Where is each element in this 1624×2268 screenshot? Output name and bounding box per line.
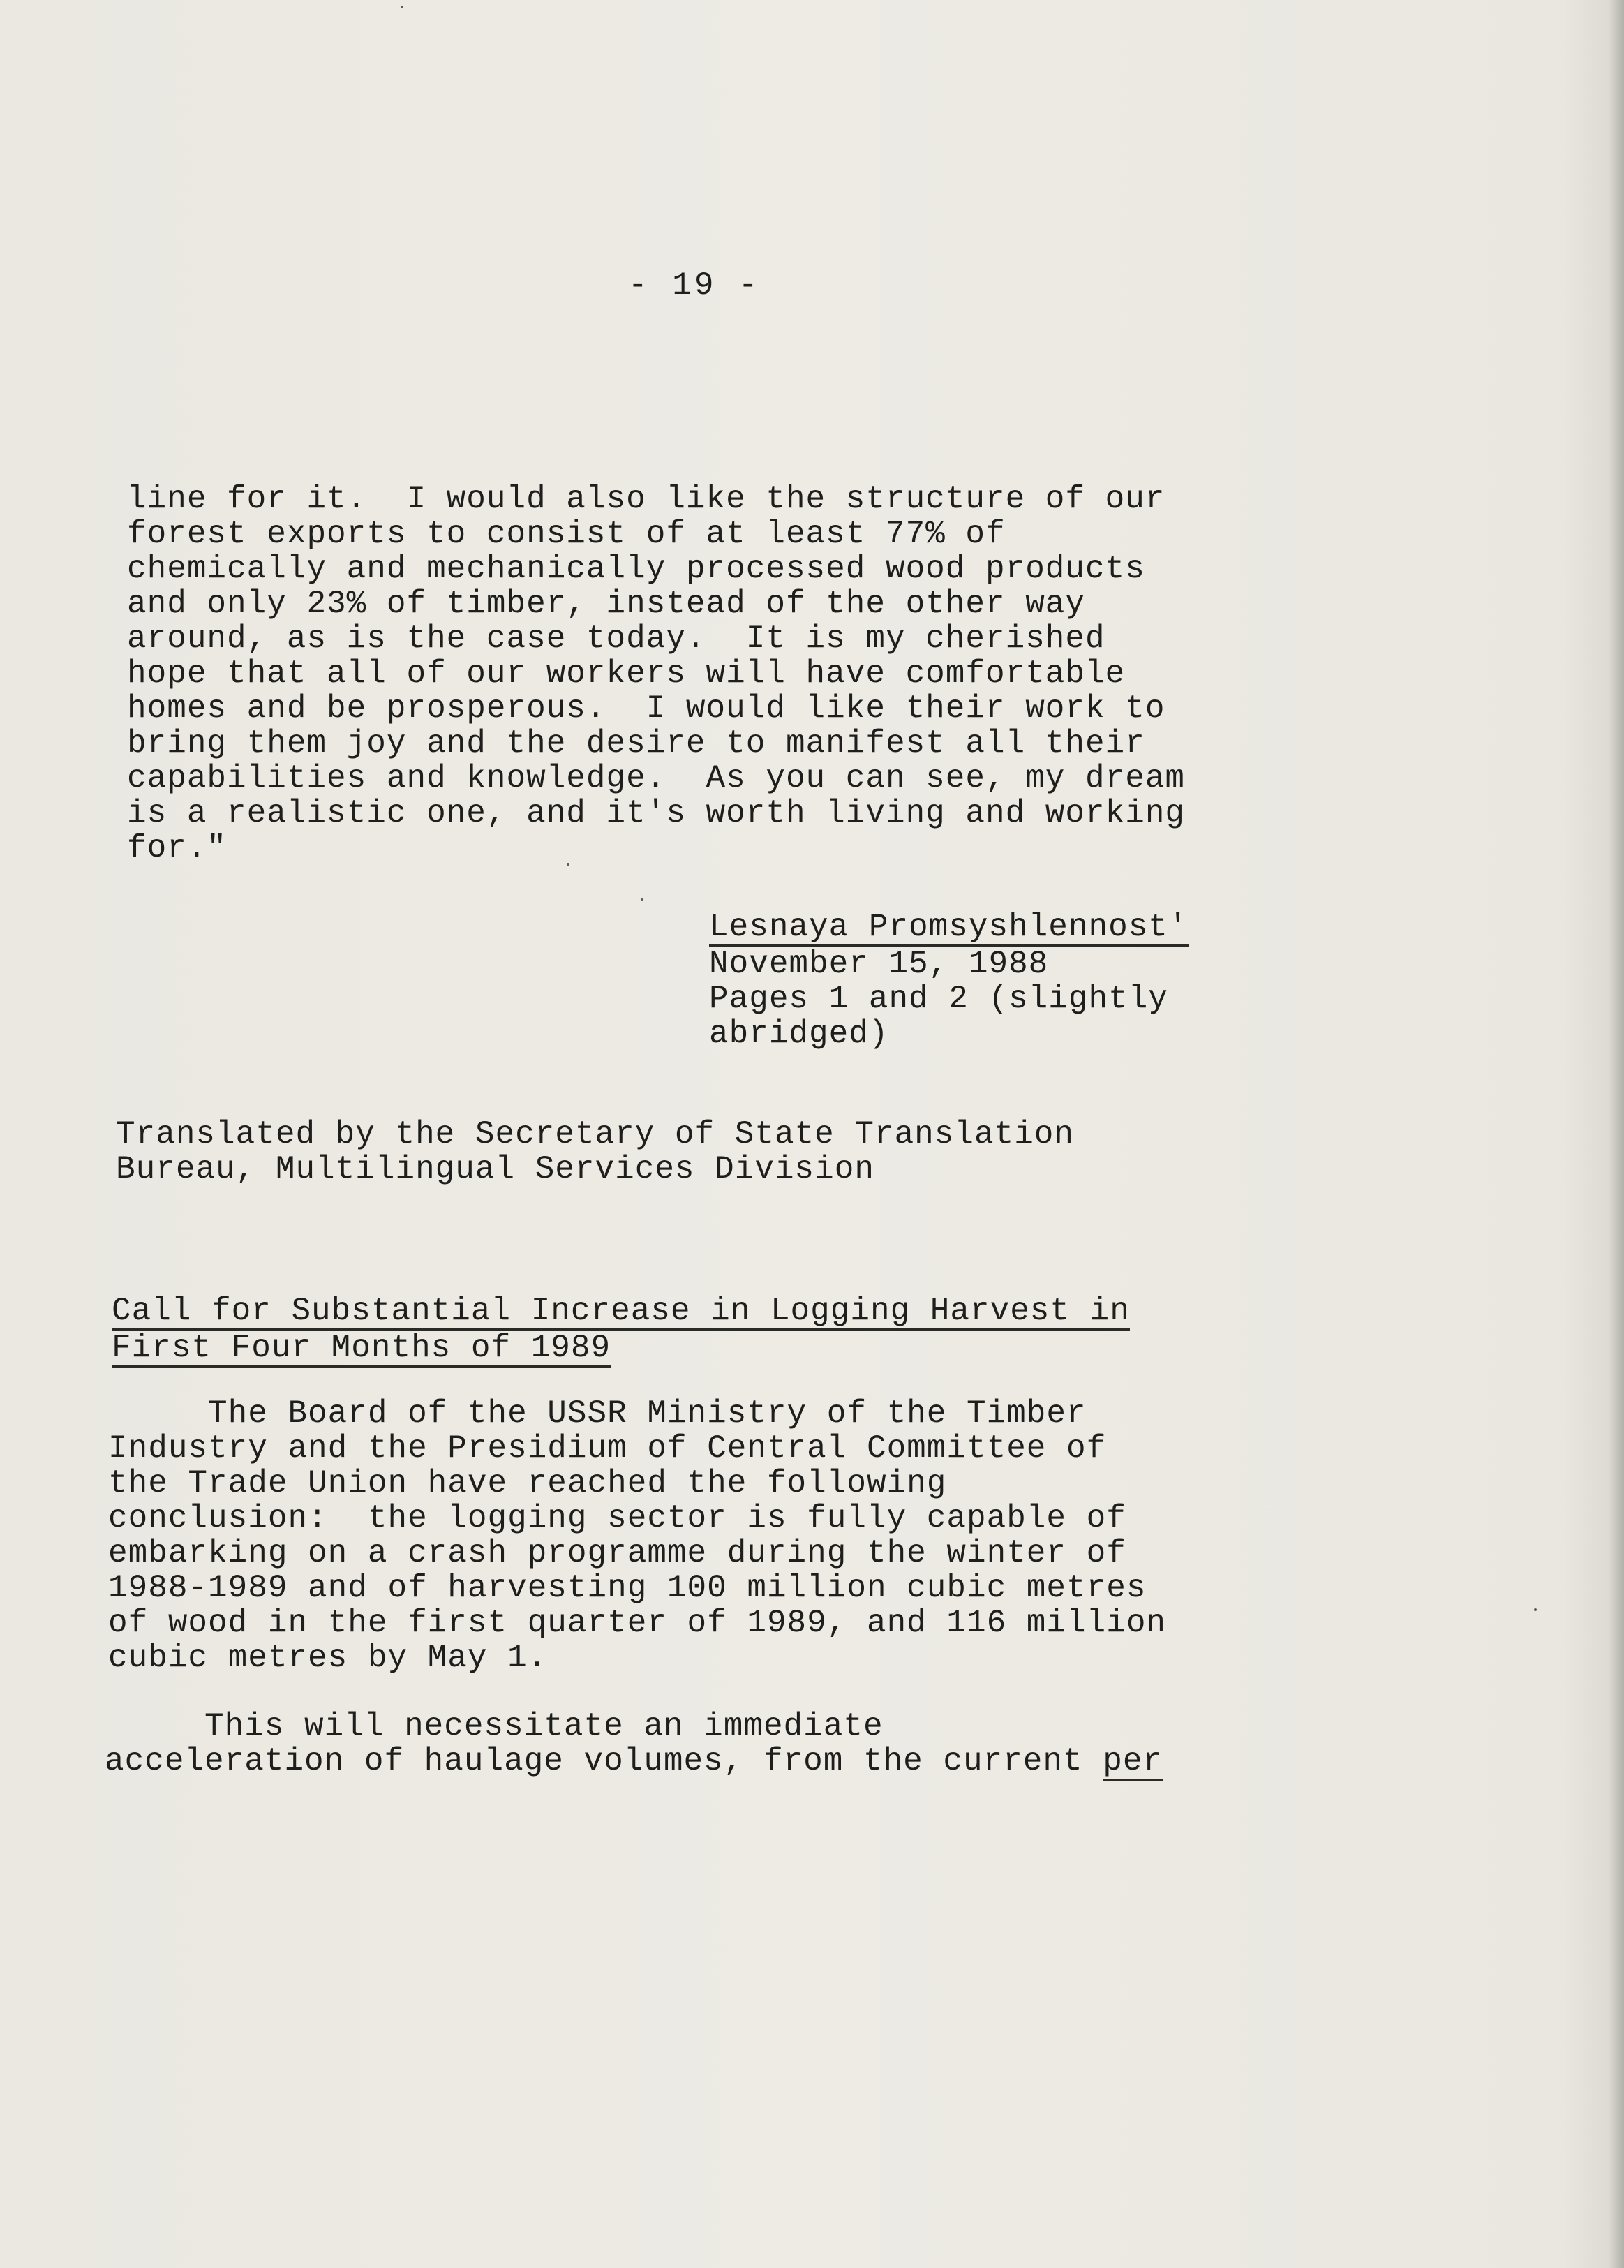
source-pages-continued: abridged) bbox=[709, 1016, 889, 1052]
paragraph-line: conclusion: the logging sector is fully capable of bbox=[108, 1500, 1126, 1536]
page-speck bbox=[401, 6, 403, 8]
paragraph-line: bring them joy and the desire to manifest all their bbox=[127, 725, 1145, 762]
article-paragraph bbox=[108, 1396, 1166, 1675]
page-speck bbox=[1534, 1608, 1537, 1611]
paragraph-line: of wood in the first quarter of 1989, and 116 million bbox=[108, 1605, 1167, 1641]
page-speck bbox=[567, 863, 569, 866]
article-paragraph bbox=[105, 1709, 1163, 1779]
underlined-word: per bbox=[1103, 1743, 1163, 1781]
source-pages: Pages 1 and 2 (slightly bbox=[709, 981, 1168, 1017]
paragraph-line: is a realistic one, and it's worth living and working bbox=[127, 795, 1186, 831]
paragraph-line: the Trade Union have reached the following bbox=[108, 1465, 947, 1502]
paragraph-line: This will necessitate an immediate bbox=[105, 1708, 884, 1744]
paragraph-line: homes and be prosperous. I would like their work to bbox=[127, 690, 1165, 727]
paragraph-line: The Board of the USSR Ministry of the Timber bbox=[108, 1395, 1087, 1432]
heading-line: First Four Months of 1989 bbox=[112, 1330, 611, 1366]
source-citation bbox=[709, 910, 1189, 1051]
translation-credit-line: Translated by the Secretary of State Translation bbox=[116, 1116, 1075, 1152]
paragraph-line: and only 23% of timber, instead of the other way bbox=[127, 586, 1086, 622]
page-speck bbox=[641, 898, 643, 901]
paragraph-line: line for it. I would also like the structure of our bbox=[127, 481, 1165, 517]
page-number: - 19 - bbox=[628, 267, 761, 304]
paragraph-line: embarking on a crash programme during the winter of bbox=[108, 1535, 1126, 1571]
article-heading bbox=[112, 1294, 1130, 1368]
paragraph-line: hope that all of our workers will have comfortable bbox=[127, 655, 1126, 692]
paragraph-line: cubic metres by May 1. bbox=[108, 1640, 548, 1676]
paragraph-line: forest exports to consist of at least 77% of bbox=[127, 516, 1006, 552]
paragraph-line bbox=[105, 1744, 1163, 1779]
paragraph-line: chemically and mechanically processed wood products bbox=[127, 551, 1145, 587]
paragraph-line: for." bbox=[127, 830, 228, 866]
source-publication: Lesnaya Promsyshlennost' bbox=[709, 909, 1189, 945]
paragraph-line: around, as is the case today. It is my cherished bbox=[127, 621, 1105, 657]
translation-credit bbox=[116, 1117, 1074, 1187]
source-date: November 15, 1988 bbox=[709, 946, 1049, 982]
paragraph-text: acceleration of haulage volumes, from the current bbox=[105, 1743, 1103, 1779]
paragraph-line: capabilities and knowledge. As you can see, my dream bbox=[127, 760, 1186, 796]
page-edge-shadow bbox=[1609, 0, 1624, 2268]
translation-credit-line: Bureau, Multilingual Services Division bbox=[116, 1151, 874, 1187]
paragraph-line: Industry and the Presidium of Central Committee of bbox=[108, 1430, 1107, 1467]
heading-line: Call for Substantial Increase in Logging Harvest in bbox=[112, 1293, 1130, 1329]
continued-paragraph bbox=[127, 482, 1272, 866]
paragraph-line: 1988-1989 and of harvesting 100 million cubic metres bbox=[108, 1570, 1147, 1606]
